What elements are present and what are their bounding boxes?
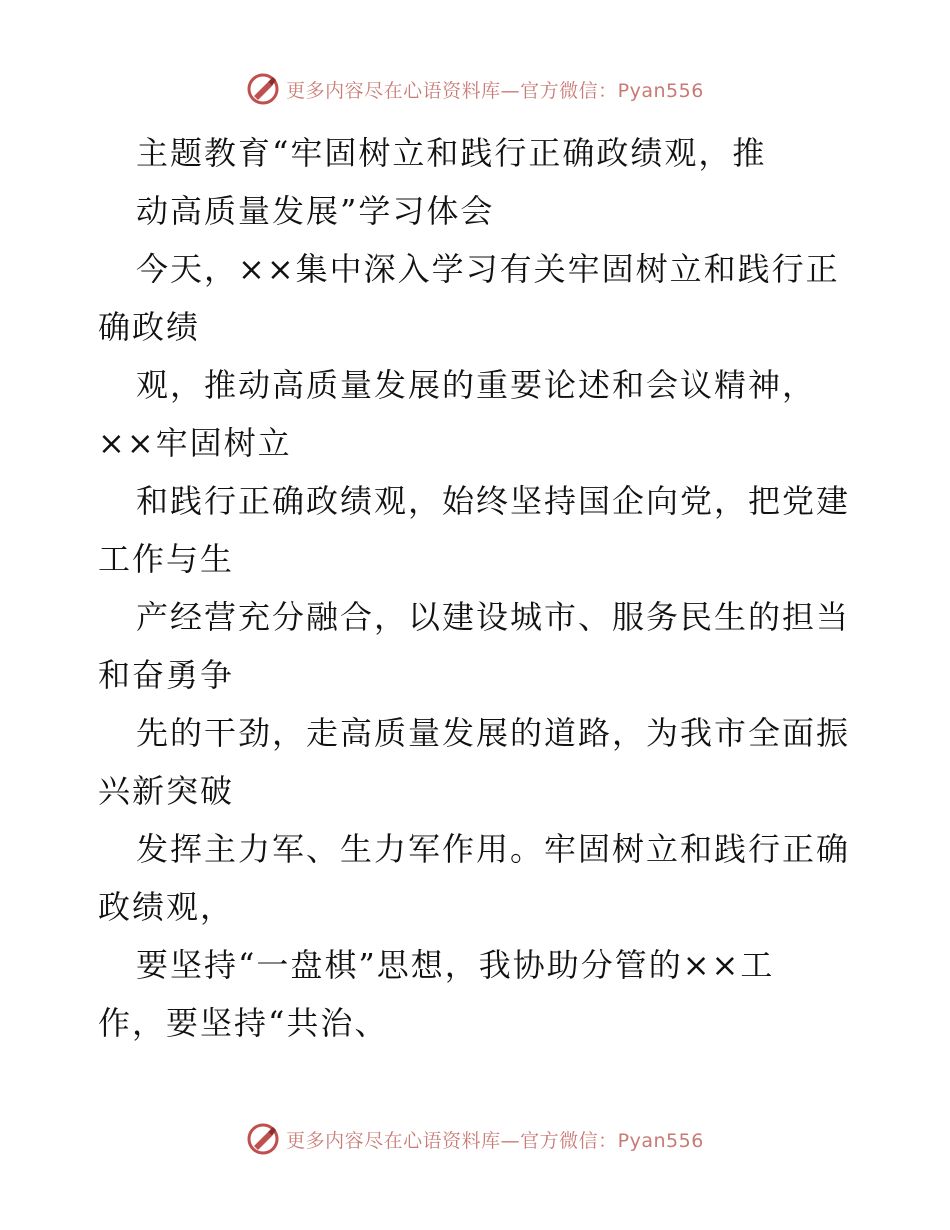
paragraph-line: 观，推动高质量发展的重要论述和会议精神，: [136, 366, 817, 404]
watermark-text: 更多内容尽在心语资料库—官方微信：Pyan556: [286, 79, 704, 102]
paragraph-line: 发挥主力军、生力军作用。牢固树立和践行正确: [136, 830, 851, 868]
title-line-1: 主题教育“牢固树立和践行正确政绩观，推: [136, 134, 767, 172]
paragraph-line: 和践行正确政绩观，始终坚持国企向党，把党建: [136, 482, 851, 520]
paragraph-line: 和奋勇争: [98, 656, 235, 694]
paragraph-line: 要坚持“一盘棋”思想，我协助分管的××工: [136, 946, 775, 984]
watermark-text: 更多内容尽在心语资料库—官方微信：Pyan556: [286, 1129, 704, 1152]
footer-watermark: [0, 1122, 950, 1156]
paragraph-line: ××牢固树立: [98, 424, 292, 462]
paragraph-line: 作，要坚持“共治、: [98, 1004, 389, 1042]
paragraph-line: 兴新突破: [98, 772, 235, 810]
paragraph-line: 今天，××集中深入学习有关牢固树立和践行正: [136, 250, 840, 288]
paragraph-line: 确政绩: [98, 308, 201, 346]
paragraph-line: 先的干劲，走高质量发展的道路，为我市全面振: [136, 714, 851, 752]
header-watermark: [0, 72, 950, 106]
document-body: [98, 124, 858, 1052]
paragraph-line: 政绩观，: [98, 888, 235, 926]
paragraph-line: 工作与生: [98, 540, 235, 578]
title-line-2: 动高质量发展”学习体会: [136, 192, 495, 230]
paragraph-line: 产经营充分融合，以建设城市、服务民生的担当: [136, 598, 851, 636]
pen-logo-icon: [246, 1122, 280, 1156]
pen-logo-icon: [246, 72, 280, 106]
